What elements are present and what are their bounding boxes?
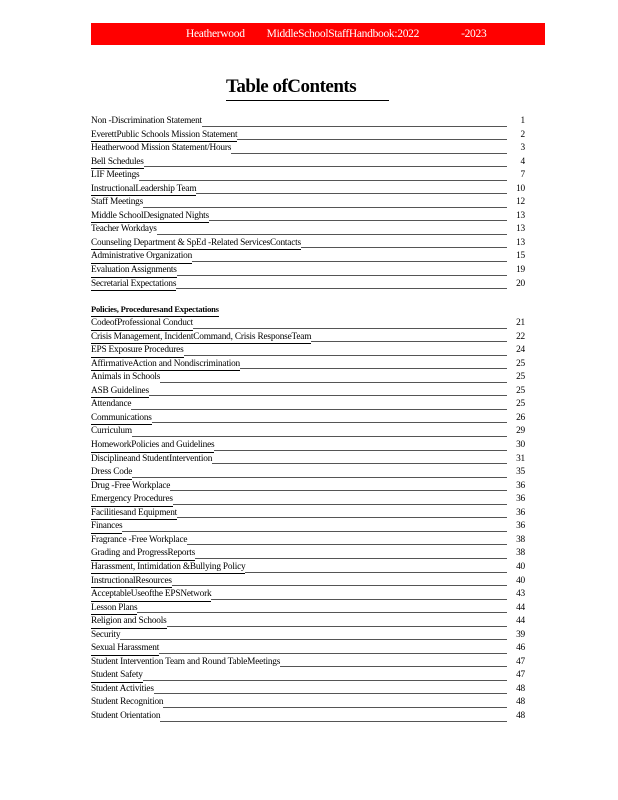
leader-line: [91, 180, 507, 181]
toc-entry[interactable]: [91, 507, 525, 521]
toc-entry-page: 7: [509, 169, 525, 183]
toc-entry[interactable]: [91, 115, 525, 129]
toc-entry-page: 43: [509, 588, 525, 602]
toc-entry-page: 46: [509, 642, 525, 656]
toc-entry-page: 13: [509, 210, 525, 224]
toc-entry-page: 12: [509, 196, 525, 210]
toc-entry[interactable]: [91, 169, 525, 183]
header-year: -2023: [461, 28, 487, 40]
leader-line: [91, 395, 507, 396]
toc-entry[interactable]: [91, 156, 525, 170]
toc-entry[interactable]: [91, 588, 525, 602]
toc-entry[interactable]: [91, 602, 525, 616]
toc-entry-page: 47: [509, 669, 525, 683]
toc-entry-page: 13: [509, 223, 525, 237]
toc-entry[interactable]: [91, 264, 525, 278]
toc-entry-label: Non -Discrimination Statement: [91, 115, 202, 129]
toc-entry-page: 47: [509, 656, 525, 670]
toc-entry-label: InstructionalResources: [91, 576, 172, 589]
toc-entry-label: Student Orientation: [91, 710, 160, 724]
toc-entry-label: AffirmativeAction and Nondiscrimination: [91, 359, 240, 372]
leader-line: [91, 207, 507, 208]
toc-entry[interactable]: [91, 317, 525, 331]
toc-entry-page: 35: [509, 466, 525, 480]
toc-entry-page: 25: [509, 358, 525, 372]
toc-list: [91, 115, 525, 724]
toc-entry[interactable]: [91, 237, 525, 251]
toc-entry-page: 22: [509, 331, 525, 345]
header-title: MiddleSchoolStaffHandbook:2022: [266, 28, 420, 40]
toc-entry-page: 44: [509, 615, 525, 629]
toc-entry[interactable]: [91, 642, 525, 656]
toc-entry-label: Grading and ProgressReports: [91, 548, 195, 561]
toc-entry[interactable]: [91, 683, 525, 697]
toc-entry[interactable]: [91, 696, 525, 710]
toc-entry[interactable]: [91, 223, 525, 237]
toc-entry-label: Fragrance -Free Workplace: [91, 534, 187, 548]
toc-entry-label: Animals in Schools: [91, 371, 160, 385]
toc-entry-label: CodeofProfessional Conduct: [91, 318, 193, 331]
toc-entry[interactable]: [91, 547, 525, 561]
toc-entry-label: Facilitiesand Equipment: [91, 508, 177, 521]
toc-entry[interactable]: [91, 493, 525, 507]
toc-entry-page: 30: [509, 439, 525, 453]
toc-entry-page: 48: [509, 683, 525, 697]
toc-entry[interactable]: [91, 344, 525, 358]
toc-entry-page: 1: [509, 115, 525, 129]
toc-entry-page: 19: [509, 264, 525, 278]
toc-entry-page: 3: [509, 142, 525, 156]
toc-entry-page: 13: [509, 237, 525, 251]
toc-entry[interactable]: [91, 250, 525, 264]
toc-entry-page: 29: [509, 425, 525, 439]
toc-entry-page: 25: [509, 398, 525, 412]
toc-entry-page: 31: [509, 453, 525, 467]
toc-entry[interactable]: [91, 331, 525, 345]
leader-line: [91, 639, 507, 640]
toc-entry-label: HomeworkPolicies and Guidelines: [91, 440, 214, 453]
toc-entry-label: Dress Code: [91, 467, 132, 480]
toc-entry[interactable]: [91, 669, 525, 683]
toc-entry-label: Crisis Management, IncidentCommand, Crisis ResponseTeam: [91, 332, 311, 345]
toc-entry[interactable]: [91, 439, 525, 453]
toc-entry-label: Teacher Workdays: [91, 223, 157, 237]
toc-entry-page: 36: [509, 507, 525, 521]
toc-entry-label: EverettPublic Schools Mission Statement: [91, 130, 237, 143]
toc-entry-page: 39: [509, 629, 525, 643]
toc-entry-page: 36: [509, 520, 525, 534]
toc-entry-page: 38: [509, 547, 525, 561]
toc-entry-page: 38: [509, 534, 525, 548]
toc-entry-label: Drug -Free Workplace: [91, 480, 170, 494]
header-school: Heatherwood: [186, 28, 245, 40]
toc-title: Table ofContents: [226, 76, 389, 101]
toc-entry-label: Counseling Department & SpEd -Related ServicesContacts: [91, 238, 301, 251]
toc-entry-label: Disciplineand StudentIntervention: [91, 453, 212, 467]
toc-entry-label: Finances: [91, 521, 122, 534]
toc-entry-page: 2: [509, 129, 525, 143]
toc-entry-label: AcceptableUseofthe EPSNetwork: [91, 589, 211, 602]
toc-entry-label: Student Intervention Team and Round TableMeetings: [91, 656, 280, 670]
toc-section-general: [91, 115, 525, 291]
toc-entry[interactable]: [91, 656, 525, 670]
toc-entry-label: Security: [91, 629, 120, 643]
toc-entry-page: 21: [509, 317, 525, 331]
toc-entry-label: Administrative Organization: [91, 251, 192, 264]
toc-entry-label: Staff Meetings: [91, 196, 143, 210]
toc-entry-label: Heatherwood Mission Statement/Hours: [91, 142, 231, 156]
leader-line: [91, 680, 507, 681]
toc-entry[interactable]: [91, 371, 525, 385]
toc-entry-label: Religion and Schools: [91, 616, 167, 629]
toc-entry-label: EPS Exposure Procedures: [91, 345, 184, 358]
toc-entry[interactable]: [91, 466, 525, 480]
toc-entry-label: Student Activities: [91, 683, 154, 697]
toc-entry[interactable]: [91, 412, 525, 426]
toc-section-policies: [91, 317, 525, 723]
section-heading-label: Policies, Proceduresand Expectations: [91, 304, 219, 317]
leader-line: [91, 166, 507, 167]
toc-entry-page: 40: [509, 575, 525, 589]
toc-entry-page: 20: [509, 278, 525, 292]
toc-entry[interactable]: [91, 575, 525, 589]
toc-entry[interactable]: [91, 453, 525, 467]
toc-entry-label: ASB Guidelines: [91, 386, 149, 399]
toc-entry[interactable]: [91, 710, 525, 724]
section-spacer: [91, 291, 525, 303]
toc-entry[interactable]: [91, 385, 525, 399]
toc-entry-page: 26: [509, 412, 525, 426]
toc-entry[interactable]: [91, 629, 525, 643]
leader-line: [91, 409, 507, 410]
toc-entry[interactable]: [91, 520, 525, 534]
toc-entry[interactable]: [91, 129, 525, 143]
toc-entry[interactable]: [91, 278, 525, 292]
toc-entry[interactable]: [91, 142, 525, 156]
toc-entry-page: 15: [509, 250, 525, 264]
toc-entry-page: 4: [509, 156, 525, 170]
toc-entry-label: Harassment, Intimidation &Bullying Policy: [91, 562, 245, 575]
toc-entry-label: InstructionalLeadership Team: [91, 184, 196, 197]
toc-entry-page: 36: [509, 480, 525, 494]
toc-entry-page: 25: [509, 371, 525, 385]
toc-entry-page: 25: [509, 385, 525, 399]
toc-entry[interactable]: [91, 615, 525, 629]
toc-entry-label: Curriculum: [91, 425, 132, 439]
toc-entry-label: Communications: [91, 413, 152, 426]
toc-entry-label: Evaluation Assignments: [91, 265, 177, 278]
leader-line: [91, 477, 507, 478]
header-banner: [91, 23, 545, 45]
toc-entry-label: LIF Meetings: [91, 169, 139, 183]
toc-entry-label: Secretarial Expectations: [91, 279, 176, 292]
toc-entry[interactable]: [91, 210, 525, 224]
toc-entry-label: Student Safety: [91, 670, 143, 683]
toc-entry-page: 40: [509, 561, 525, 575]
toc-entry[interactable]: [91, 561, 525, 575]
toc-entry[interactable]: [91, 534, 525, 548]
toc-section-heading: [91, 303, 525, 317]
toc-entry-label: Emergency Procedures: [91, 494, 173, 507]
toc-entry[interactable]: [91, 398, 525, 412]
toc-entry-page: 44: [509, 602, 525, 616]
leader-line: [91, 422, 507, 423]
toc-entry[interactable]: [91, 196, 525, 210]
toc-entry[interactable]: [91, 425, 525, 439]
toc-entry-label: Attendance: [91, 398, 131, 412]
toc-entry-label: Middle SchoolDesignated Nights: [91, 211, 209, 224]
toc-entry-label: Sexual Harassment: [91, 643, 159, 656]
toc-entry[interactable]: [91, 358, 525, 372]
leader-line: [91, 531, 507, 532]
leader-line: [91, 436, 507, 437]
toc-entry-label: Lesson Plans: [91, 603, 137, 616]
toc-entry-page: 36: [509, 493, 525, 507]
toc-entry-page: 24: [509, 344, 525, 358]
toc-entry[interactable]: [91, 480, 525, 494]
toc-entry-page: 48: [509, 696, 525, 710]
toc-entry-label: Bell Schedules: [91, 157, 144, 170]
toc-entry-page: 48: [509, 710, 525, 724]
toc-entry-label: Student Recognition: [91, 696, 163, 710]
toc-entry-page: 10: [509, 183, 525, 197]
leader-line: [91, 612, 507, 613]
toc-entry[interactable]: [91, 183, 525, 197]
